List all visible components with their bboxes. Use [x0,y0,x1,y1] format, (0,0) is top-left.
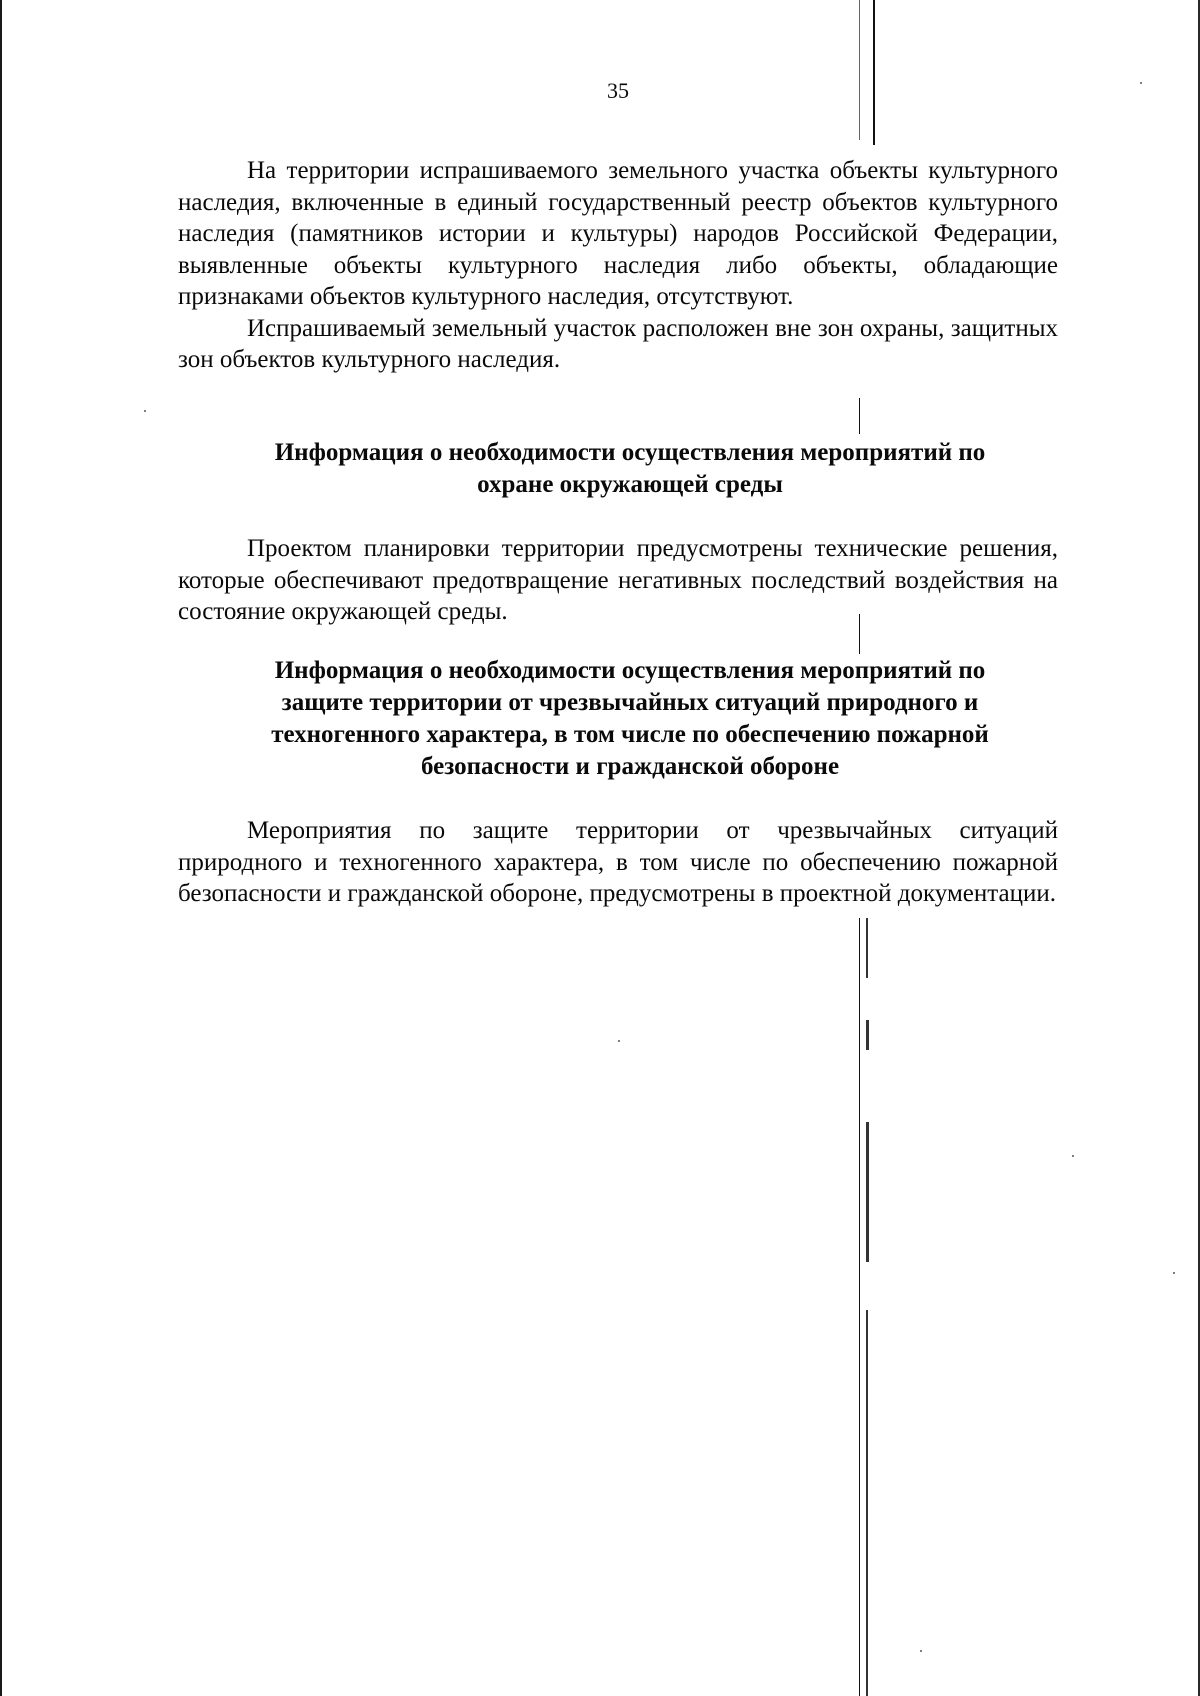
scan-artifact-line [859,0,860,140]
section-heading-emergency [190,655,1070,783]
emergency-text-block [178,815,1058,910]
scan-speck [618,1040,620,1042]
paragraph-emergency: Мероприятия по защите территории от чрезвычайных ситуаций природного и техногенного характера, в том числе по обеспечению пожарной безопасности и гражданской обороне, предусмотрены в проектной документации. [178,817,1058,907]
scan-artifact-line [866,1020,869,1050]
paragraph-protection-zones: Испрашиваемый земельный участок расположен вне зон охраны, защитных зон объектов культурного наследия. [178,314,1058,373]
scan-edge-left [0,0,2,1696]
scan-speck [1072,1155,1074,1157]
paragraph-cultural-heritage: На территории испрашиваемого земельного участка объекты культурного наследия, включенные в единый государственный реестр объектов культурного наследия (памятников истории и культуры) народов Российской Федерации, выявленные объекты культурного наследия либо объекты, обладающие признаками объектов культурного наследия, отсутствуют. [178,157,1058,310]
heading-line: Информация о необходимости осуществления мероприятий по [274,439,986,466]
heading-line: безопасности и гражданской обороне [420,753,840,780]
scan-artifact-line [873,0,875,145]
section-heading-environment [190,437,1070,501]
scan-artifact-line [866,918,868,978]
heading-line: Информация о необходимости осуществления мероприятий по [274,657,986,684]
heading-line: охране окружающей среды [477,471,783,498]
scan-artifact-line [866,1310,868,1696]
scan-artifact-line [859,918,860,1696]
scan-speck [144,410,146,412]
environment-text-block [178,533,1058,628]
paragraph-environment: Проектом планировки территории предусмотрены технические решения, которые обеспечивают предотвращение негативных последствий воздействия на состояние окружающей среды. [178,535,1058,625]
scan-artifact-line [866,1122,869,1262]
page-number: 35 [607,78,629,103]
intro-text-block [178,155,1058,376]
scan-speck [1173,1272,1175,1274]
scan-speck [920,1650,922,1652]
scan-artifact-line [859,398,860,434]
heading-line: техногенного характера, в том числе по обеспечению пожарной [271,721,989,748]
heading-line: защите территории от чрезвычайных ситуаций природного и [281,689,979,716]
